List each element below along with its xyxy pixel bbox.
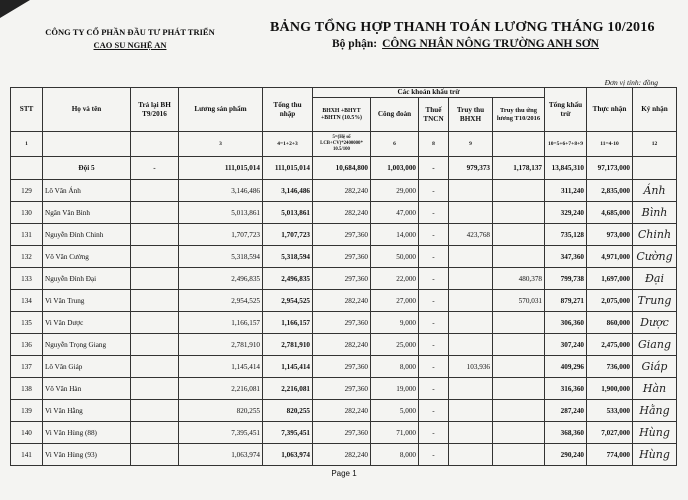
cell-thue: - <box>419 268 449 290</box>
table-row <box>11 312 677 334</box>
colnum-thue: 8 <box>419 132 449 157</box>
cell-luong: 5,013,861 <box>179 202 263 224</box>
cell-tong: 1,063,974 <box>263 444 313 466</box>
cell-tamung: 480,378 <box>493 268 545 290</box>
cell-bhxh: 297,360 <box>313 246 371 268</box>
table-row <box>11 444 677 466</box>
cell-luong: 1,063,974 <box>179 444 263 466</box>
cell-thucnhan: 1,900,000 <box>587 378 633 400</box>
cell-thucnhan: 4,685,000 <box>587 202 633 224</box>
cell-bh <box>131 224 179 246</box>
cell-bhxh: 297,360 <box>313 224 371 246</box>
corner-mark <box>0 0 60 25</box>
unit-note: Đơn vị tính: đồng <box>604 78 658 87</box>
cell-name: Vi Văn Hùng (93) <box>43 444 131 466</box>
cell-tongkt: 311,240 <box>545 180 587 202</box>
group-thue: - <box>419 157 449 180</box>
cell-bh <box>131 334 179 356</box>
signature-cell: Hùng <box>633 422 677 444</box>
group-bh: - <box>131 157 179 180</box>
cell-thucnhan: 774,000 <box>587 444 633 466</box>
cell-bhxh: 282,240 <box>313 444 371 466</box>
cell-congdoan: 47,000 <box>371 202 419 224</box>
header-stt: STT <box>11 88 43 132</box>
table-row <box>11 290 677 312</box>
cell-bhxh: 297,360 <box>313 312 371 334</box>
cell-bh <box>131 246 179 268</box>
cell-luong: 5,318,594 <box>179 246 263 268</box>
cell-thucnhan: 4,971,000 <box>587 246 633 268</box>
cell-tamung <box>493 246 545 268</box>
cell-congdoan: 9,000 <box>371 312 419 334</box>
cell-stt: 135 <box>11 312 43 334</box>
cell-name: Vi Văn Hằng <box>43 400 131 422</box>
colnum-stt: 1 <box>11 132 43 157</box>
cell-stt: 133 <box>11 268 43 290</box>
group-summary-row <box>11 157 677 180</box>
cell-thucnhan: 736,000 <box>587 356 633 378</box>
cell-stt: 131 <box>11 224 43 246</box>
cell-thucnhan: 2,075,000 <box>587 290 633 312</box>
cell-luong: 820,255 <box>179 400 263 422</box>
cell-congdoan: 50,000 <box>371 246 419 268</box>
colnum-luong: 3 <box>179 132 263 157</box>
cell-truythu <box>449 246 493 268</box>
company-subname: CAO SU NGHỆ AN <box>93 40 167 50</box>
cell-tong: 820,255 <box>263 400 313 422</box>
department-value: CÔNG NHÂN NÔNG TRƯỜNG ANH SƠN <box>382 38 599 50</box>
cell-truythu: 103,936 <box>449 356 493 378</box>
cell-luong: 3,146,486 <box>179 180 263 202</box>
table-row <box>11 378 677 400</box>
colnum-bh <box>131 132 179 157</box>
header-deductions-group: Các khoản khấu trừ <box>313 88 545 98</box>
cell-truythu <box>449 444 493 466</box>
cell-bhxh: 282,240 <box>313 400 371 422</box>
header-signature: Ký nhận <box>633 88 677 132</box>
cell-tong: 1,707,723 <box>263 224 313 246</box>
table-row <box>11 268 677 290</box>
header-product-salary: Lương sản phẩm <box>179 88 263 132</box>
cell-bhxh: 297,360 <box>313 268 371 290</box>
cell-luong: 2,496,835 <box>179 268 263 290</box>
cell-truythu <box>449 202 493 224</box>
cell-congdoan: 25,000 <box>371 334 419 356</box>
cell-bhxh: 282,240 <box>313 202 371 224</box>
cell-luong: 7,395,451 <box>179 422 263 444</box>
cell-bhxh: 297,360 <box>313 422 371 444</box>
header-union-fee: Công đoàn <box>371 98 419 132</box>
cell-tamung <box>493 422 545 444</box>
group-tongkt: 13,845,310 <box>545 157 587 180</box>
header-total-deduction: Tổng khấu trừ <box>545 88 587 132</box>
cell-luong: 1,166,157 <box>179 312 263 334</box>
cell-tong: 1,145,414 <box>263 356 313 378</box>
table-row <box>11 202 677 224</box>
group-bhxh: 10,684,800 <box>313 157 371 180</box>
signature-cell: Giang <box>633 334 677 356</box>
group-truythu: 979,373 <box>449 157 493 180</box>
cell-stt: 138 <box>11 378 43 400</box>
signature-cell: Hàn <box>633 378 677 400</box>
cell-bh <box>131 312 179 334</box>
cell-congdoan: 22,000 <box>371 268 419 290</box>
cell-name: Lô Văn Giáp <box>43 356 131 378</box>
cell-tamung <box>493 334 545 356</box>
company-name: CÔNG TY CỔ PHẦN ĐẦU TƯ PHÁT TRIỂN <box>45 27 215 37</box>
cell-stt: 129 <box>11 180 43 202</box>
cell-bh <box>131 202 179 224</box>
cell-tongkt: 329,240 <box>545 202 587 224</box>
cell-thue: - <box>419 400 449 422</box>
cell-thue: - <box>419 290 449 312</box>
signature-cell: Dược <box>633 312 677 334</box>
header-total-income: Tổng thu nhập <box>263 88 313 132</box>
cell-tamung <box>493 202 545 224</box>
cell-bh <box>131 290 179 312</box>
cell-thucnhan: 2,475,000 <box>587 334 633 356</box>
cell-tongkt: 409,296 <box>545 356 587 378</box>
cell-truythu <box>449 312 493 334</box>
group-luong: 111,015,014 <box>179 157 263 180</box>
cell-congdoan: 5,000 <box>371 400 419 422</box>
header-insurance: BHXH +BHYT +BHTN (10.5%) <box>313 98 371 132</box>
cell-tamung <box>493 224 545 246</box>
cell-tongkt: 799,738 <box>545 268 587 290</box>
signature-cell: Đại <box>633 268 677 290</box>
cell-bh <box>131 400 179 422</box>
cell-luong: 1,145,414 <box>179 356 263 378</box>
cell-name: Ngân Văn Bình <box>43 202 131 224</box>
cell-thue: - <box>419 378 449 400</box>
page-number: Page 1 <box>331 469 357 478</box>
cell-congdoan: 14,000 <box>371 224 419 246</box>
department <box>332 38 599 50</box>
signature-cell: Giáp <box>633 356 677 378</box>
cell-tong: 7,395,451 <box>263 422 313 444</box>
cell-stt: 132 <box>11 246 43 268</box>
cell-tamung <box>493 356 545 378</box>
document-title: BẢNG TỔNG HỢP THANH TOÁN LƯƠNG THÁNG 10/2016 <box>270 20 655 35</box>
cell-congdoan: 71,000 <box>371 422 419 444</box>
cell-tongkt: 316,360 <box>545 378 587 400</box>
cell-tong: 1,166,157 <box>263 312 313 334</box>
cell-luong: 2,954,525 <box>179 290 263 312</box>
cell-tong: 2,954,525 <box>263 290 313 312</box>
cell-thucnhan: 860,000 <box>587 312 633 334</box>
header-net-pay: Thực nhận <box>587 88 633 132</box>
cell-luong: 2,781,910 <box>179 334 263 356</box>
cell-name: Vi Văn Hùng (88) <box>43 422 131 444</box>
cell-tongkt: 735,128 <box>545 224 587 246</box>
table-row <box>11 422 677 444</box>
cell-thucnhan: 533,000 <box>587 400 633 422</box>
payroll-table <box>10 87 677 466</box>
cell-luong: 2,216,081 <box>179 378 263 400</box>
colnum-kynhan: 12 <box>633 132 677 157</box>
header-income-tax: Thuế TNCN <box>419 98 449 132</box>
cell-thucnhan: 1,697,000 <box>587 268 633 290</box>
cell-thue: - <box>419 444 449 466</box>
cell-stt: 141 <box>11 444 43 466</box>
cell-tong: 2,781,910 <box>263 334 313 356</box>
cell-bhxh: 297,360 <box>313 378 371 400</box>
header-advance-recovery: Truy thu ứng lương T10/2016 <box>493 98 545 132</box>
group-tong: 111,015,014 <box>263 157 313 180</box>
colnum-bhxh: 5=(Hệ số LCB+CV)*2400000* 10.5/100 <box>313 132 371 157</box>
cell-name: Vi Văn Trung <box>43 290 131 312</box>
cell-thucnhan: 2,835,000 <box>587 180 633 202</box>
cell-tong: 3,146,486 <box>263 180 313 202</box>
cell-tamung <box>493 378 545 400</box>
cell-truythu <box>449 268 493 290</box>
cell-tongkt: 307,240 <box>545 334 587 356</box>
group-name: Đội 5 <box>43 157 131 180</box>
signature-cell: Trung <box>633 290 677 312</box>
cell-truythu <box>449 290 493 312</box>
colnum-truythu: 9 <box>449 132 493 157</box>
signature-cell: Bình <box>633 202 677 224</box>
cell-name: Vi Văn Dược <box>43 312 131 334</box>
cell-thue: - <box>419 202 449 224</box>
cell-congdoan: 8,000 <box>371 444 419 466</box>
table-row <box>11 334 677 356</box>
cell-bhxh: 282,240 <box>313 180 371 202</box>
table-row <box>11 356 677 378</box>
cell-congdoan: 29,000 <box>371 180 419 202</box>
cell-bh <box>131 268 179 290</box>
signature-cell: Ánh <box>633 180 677 202</box>
cell-tongkt: 306,360 <box>545 312 587 334</box>
group-tamung: 1,178,137 <box>493 157 545 180</box>
cell-tongkt: 287,240 <box>545 400 587 422</box>
cell-bh <box>131 356 179 378</box>
cell-bhxh: 282,240 <box>313 290 371 312</box>
cell-tamung: 570,031 <box>493 290 545 312</box>
cell-tamung <box>493 400 545 422</box>
cell-stt: 134 <box>11 290 43 312</box>
cell-truythu <box>449 180 493 202</box>
cell-bhxh: 297,360 <box>313 356 371 378</box>
cell-congdoan: 27,000 <box>371 290 419 312</box>
cell-bh <box>131 180 179 202</box>
cell-truythu <box>449 400 493 422</box>
colnum-name <box>43 132 131 157</box>
table-row <box>11 400 677 422</box>
cell-tong: 2,216,081 <box>263 378 313 400</box>
cell-tongkt: 879,271 <box>545 290 587 312</box>
cell-stt: 139 <box>11 400 43 422</box>
cell-stt: 136 <box>11 334 43 356</box>
cell-tongkt: 347,360 <box>545 246 587 268</box>
cell-thue: - <box>419 246 449 268</box>
colnum-tamung <box>493 132 545 157</box>
colnum-congdoan: 6 <box>371 132 419 157</box>
company-header <box>30 26 230 52</box>
cell-stt: 137 <box>11 356 43 378</box>
colnum-tong: 4=1+2+3 <box>263 132 313 157</box>
cell-tamung <box>493 444 545 466</box>
cell-name: Nguyễn Đình Đại <box>43 268 131 290</box>
column-number-row <box>11 132 677 157</box>
cell-bh <box>131 444 179 466</box>
department-label: Bộ phận: <box>332 38 378 50</box>
cell-tamung <box>493 312 545 334</box>
signature-cell: Chinh <box>633 224 677 246</box>
cell-thue: - <box>419 180 449 202</box>
cell-tongkt: 368,360 <box>545 422 587 444</box>
cell-thue: - <box>419 312 449 334</box>
cell-tong: 2,496,835 <box>263 268 313 290</box>
cell-bhxh: 282,240 <box>313 334 371 356</box>
table-row <box>11 180 677 202</box>
cell-luong: 1,707,723 <box>179 224 263 246</box>
cell-tong: 5,013,861 <box>263 202 313 224</box>
header-name: Họ và tên <box>43 88 131 132</box>
cell-tong: 5,318,594 <box>263 246 313 268</box>
table-row <box>11 224 677 246</box>
group-congdoan: 1,003,000 <box>371 157 419 180</box>
cell-thue: - <box>419 334 449 356</box>
cell-name: Lô Văn Ánh <box>43 180 131 202</box>
signature-cell: Hằng <box>633 400 677 422</box>
cell-thucnhan: 973,000 <box>587 224 633 246</box>
cell-thue: - <box>419 224 449 246</box>
cell-truythu <box>449 334 493 356</box>
cell-name: Võ Văn Cường <box>43 246 131 268</box>
cell-congdoan: 19,000 <box>371 378 419 400</box>
header-bh-refund: Trả lại BH T9/2016 <box>131 88 179 132</box>
header-bhxh-recovery: Truy thu BHXH <box>449 98 493 132</box>
cell-thucnhan: 7,027,000 <box>587 422 633 444</box>
colnum-tongkt: 10=5+6+7+8+9 <box>545 132 587 157</box>
cell-tamung <box>493 180 545 202</box>
cell-truythu <box>449 378 493 400</box>
colnum-thucnhan: 11=4-10 <box>587 132 633 157</box>
cell-truythu <box>449 422 493 444</box>
cell-truythu: 423,768 <box>449 224 493 246</box>
signature-cell: Cường <box>633 246 677 268</box>
cell-stt: 140 <box>11 422 43 444</box>
cell-bh <box>131 422 179 444</box>
cell-name: Nguyễn Trọng Giang <box>43 334 131 356</box>
cell-thue: - <box>419 356 449 378</box>
group-thucnhan: 97,173,000 <box>587 157 633 180</box>
signature-cell: Hùng <box>633 444 677 466</box>
cell-tongkt: 290,240 <box>545 444 587 466</box>
table-row <box>11 246 677 268</box>
cell-name: Võ Văn Hàn <box>43 378 131 400</box>
cell-thue: - <box>419 422 449 444</box>
cell-stt: 130 <box>11 202 43 224</box>
cell-bh <box>131 378 179 400</box>
cell-name: Nguyễn Đình Chinh <box>43 224 131 246</box>
cell-congdoan: 8,000 <box>371 356 419 378</box>
